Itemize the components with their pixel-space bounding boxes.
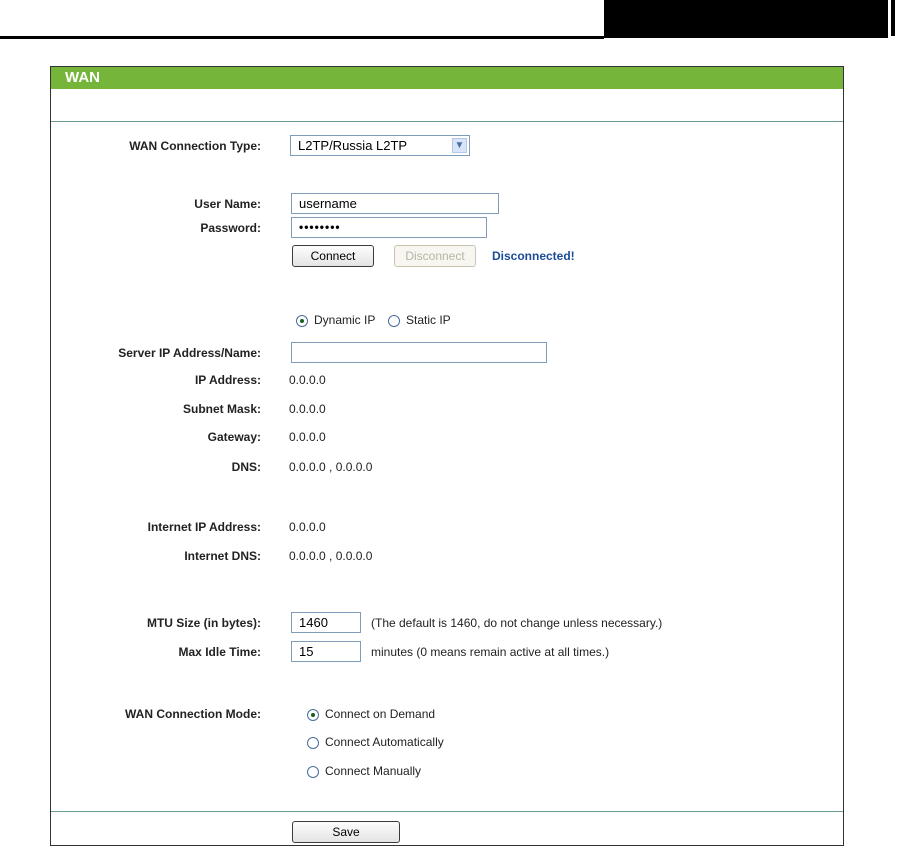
server-ip-label: Server IP Address/Name: [118, 346, 261, 360]
divider-bottom [51, 811, 843, 812]
user-name-label: User Name: [194, 197, 261, 211]
wan-connection-type-value: L2TP/Russia L2TP [298, 138, 408, 153]
header-black-block [604, 0, 888, 38]
internet-ip-value: 0.0.0.0 [289, 520, 326, 534]
internet-dns-value: 0.0.0.0 , 0.0.0.0 [289, 549, 373, 563]
server-ip-input[interactable] [291, 342, 547, 363]
static-ip-label: Static IP [406, 313, 451, 327]
chevron-down-icon[interactable]: ▼ [452, 138, 467, 153]
save-button[interactable]: Save [292, 821, 400, 843]
mtu-label: MTU Size (in bytes): [146, 616, 261, 630]
wan-connection-type-select[interactable] [290, 135, 470, 156]
header-rule [0, 36, 604, 39]
static-ip-radio[interactable] [388, 315, 400, 327]
header-black-bar [891, 0, 895, 36]
dynamic-ip-label: Dynamic IP [314, 313, 376, 327]
user-name-input[interactable] [291, 193, 499, 214]
subnet-mask-label: Subnet Mask: [182, 402, 261, 416]
max-idle-input[interactable] [291, 641, 361, 662]
gateway-label: Gateway: [207, 430, 261, 444]
connect-automatically-label: Connect Automatically [325, 735, 444, 749]
max-idle-label: Max Idle Time: [178, 645, 261, 659]
connect-button[interactable]: Connect [292, 245, 374, 267]
connect-automatically-radio[interactable] [307, 737, 319, 749]
connect-manually-radio[interactable] [307, 766, 319, 778]
connect-on-demand-label: Connect on Demand [325, 707, 436, 721]
internet-dns-label: Internet DNS: [184, 549, 261, 563]
dns-label: DNS: [231, 460, 261, 474]
wan-connection-type-label: WAN Connection Type: [129, 139, 261, 153]
ip-address-label: IP Address: [194, 373, 261, 387]
mtu-hint: (The default is 1460, do not change unless necessary.) [371, 616, 663, 630]
ip-address-value: 0.0.0.0 [289, 373, 326, 387]
max-idle-hint: minutes (0 means remain active at all times.) [371, 645, 610, 659]
gateway-value: 0.0.0.0 [289, 430, 326, 444]
divider-top [51, 121, 843, 122]
password-label: Password: [200, 221, 261, 235]
connection-mode-label: WAN Connection Mode: [125, 707, 261, 721]
dynamic-ip-radio[interactable] [296, 315, 308, 327]
connect-on-demand-radio[interactable] [307, 709, 319, 721]
disconnect-button[interactable]: Disconnect [394, 245, 476, 267]
panel-title: WAN [51, 67, 843, 89]
connection-status: Disconnected! [492, 249, 575, 263]
dns-value: 0.0.0.0 , 0.0.0.0 [289, 460, 373, 474]
connect-manually-label: Connect Manually [325, 764, 422, 778]
wan-panel [50, 66, 844, 846]
subnet-mask-value: 0.0.0.0 [289, 402, 326, 416]
internet-ip-label: Internet IP Address: [147, 520, 261, 534]
password-input[interactable]: •••••••• [291, 217, 487, 238]
mtu-input[interactable] [291, 612, 361, 633]
